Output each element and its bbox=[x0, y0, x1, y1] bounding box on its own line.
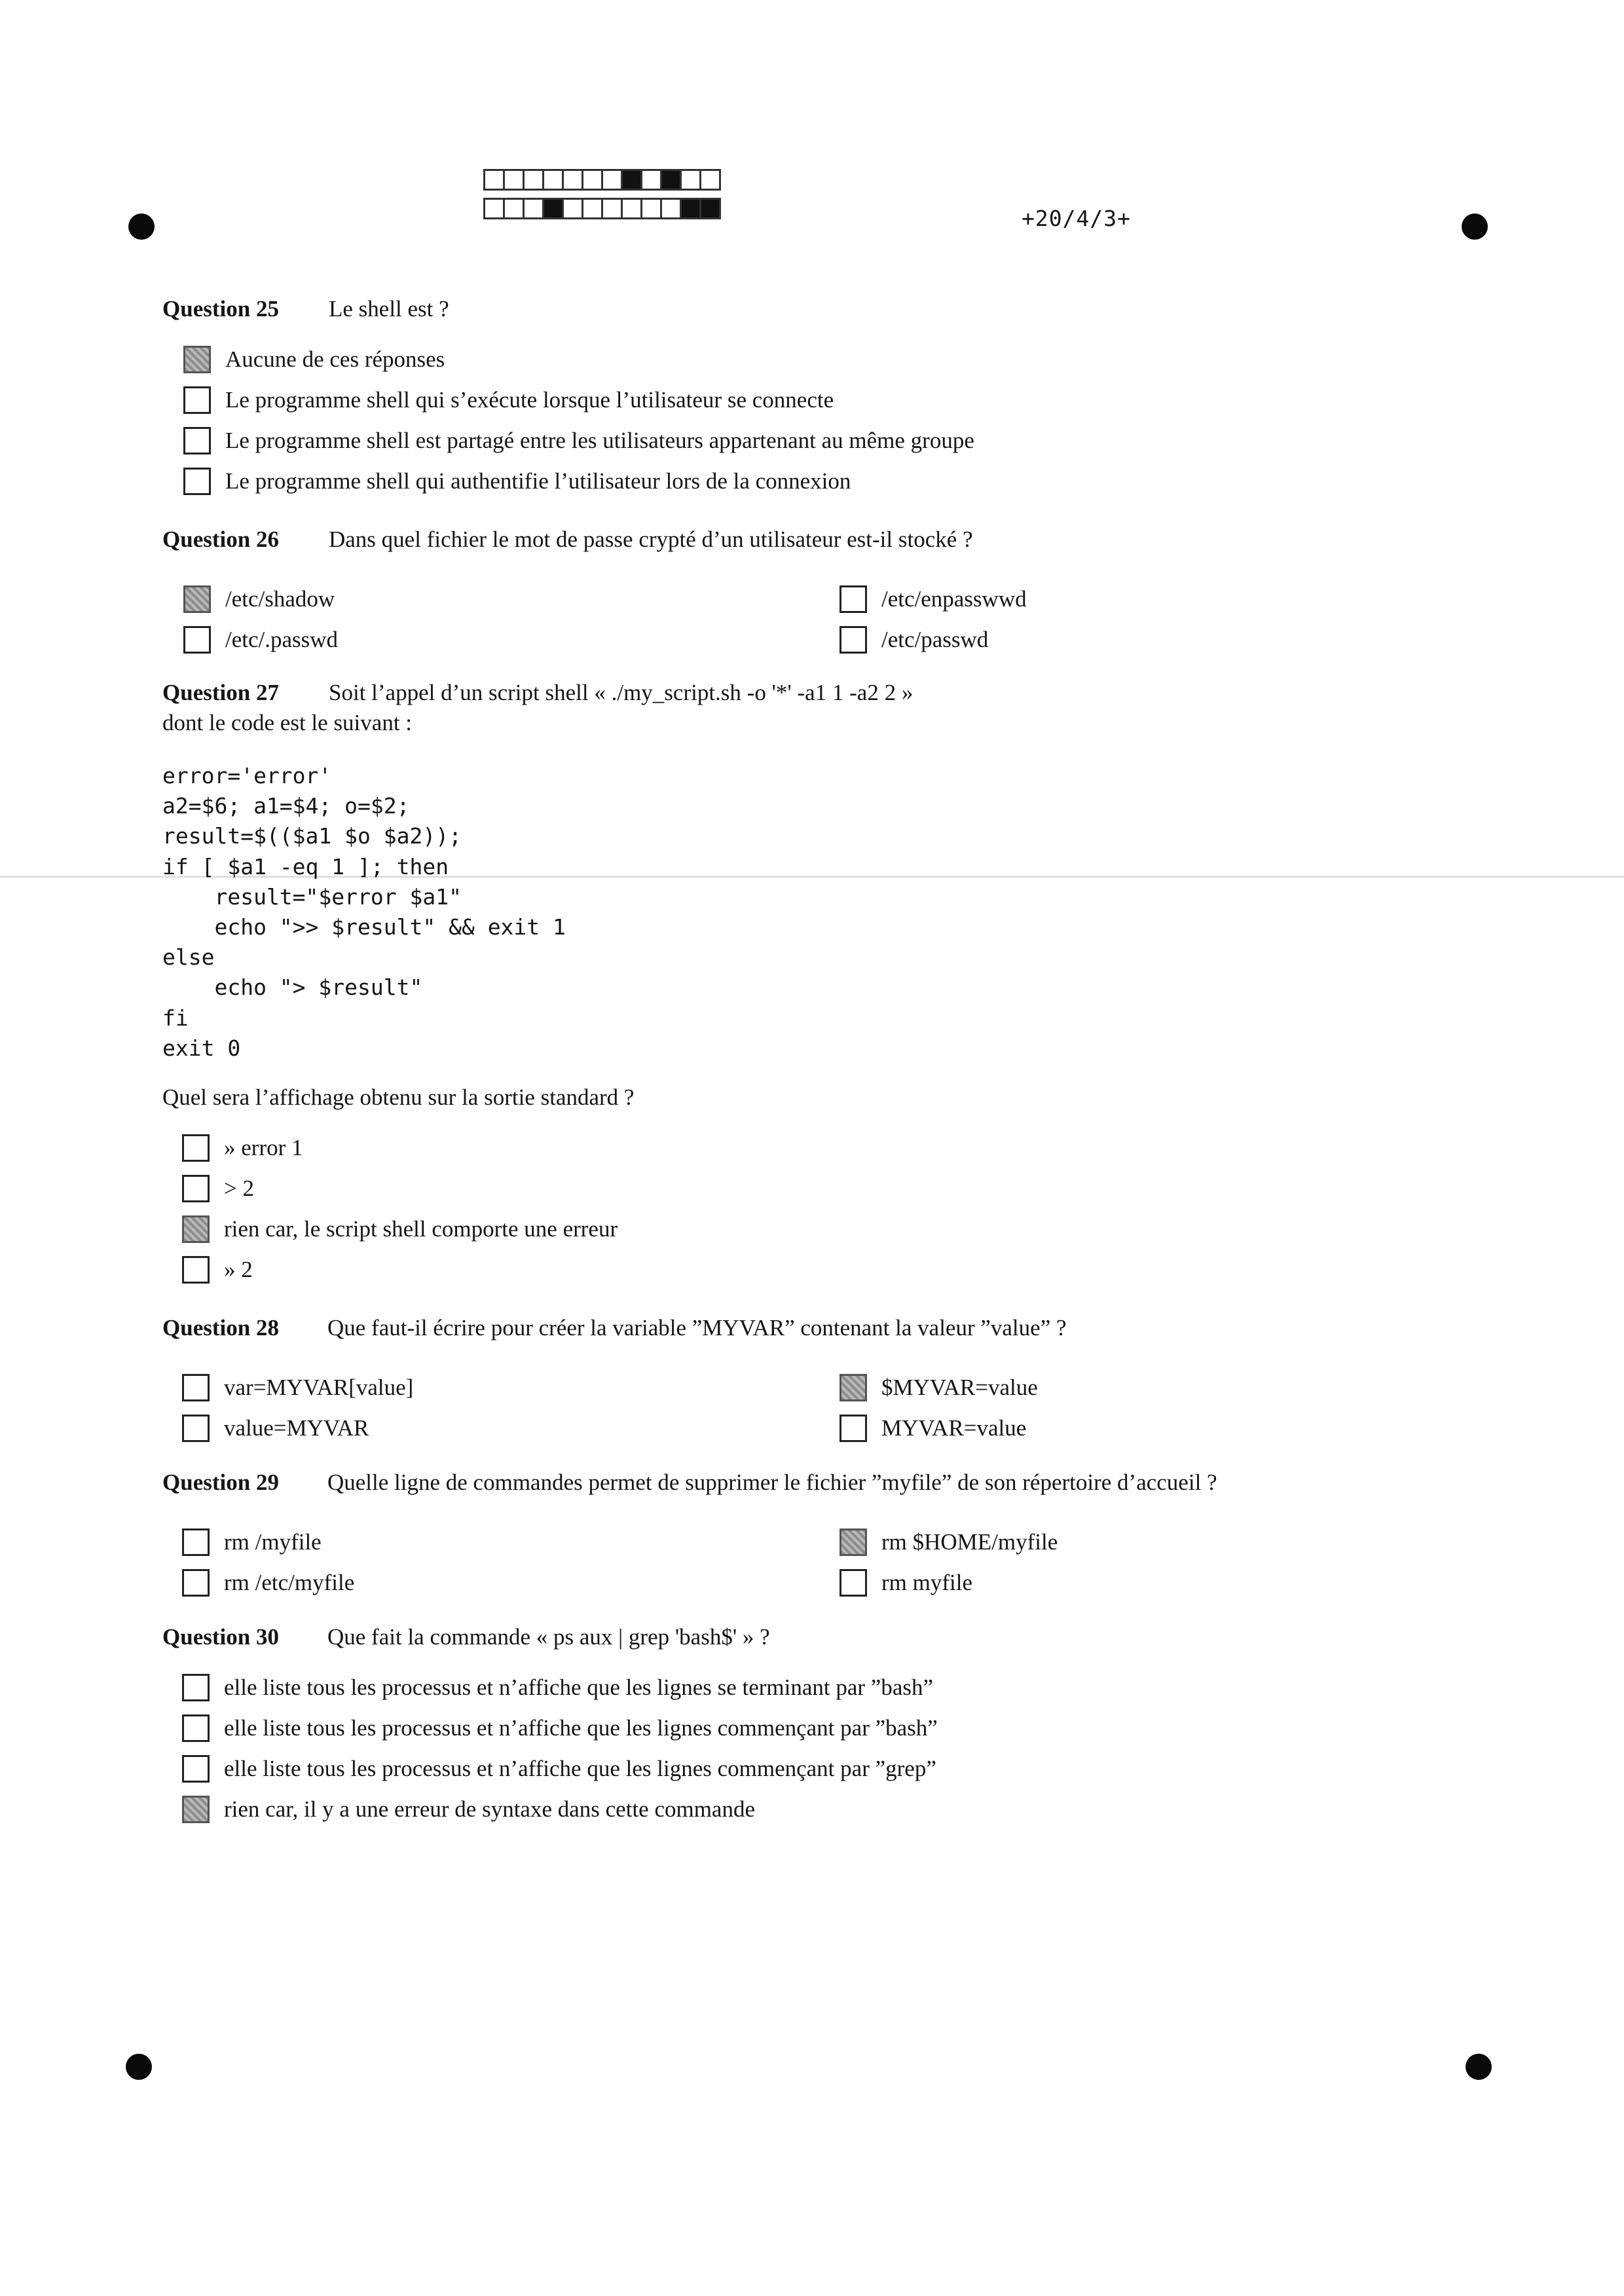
answer-option[interactable] bbox=[182, 1714, 938, 1742]
checkbox[interactable] bbox=[840, 1528, 867, 1556]
checkbox[interactable] bbox=[840, 1374, 867, 1401]
question-text-continued: dont le code est le suivant : bbox=[162, 710, 413, 735]
registration-mark-bottom-left bbox=[126, 2054, 152, 2080]
question-label: Question 26 bbox=[162, 527, 279, 552]
answer-text: Aucune de ces réponses bbox=[225, 346, 445, 372]
answer-option[interactable] bbox=[183, 346, 445, 373]
barcode-cell bbox=[562, 169, 583, 191]
barcode-cell bbox=[581, 198, 603, 219]
answer-option[interactable] bbox=[840, 585, 1027, 613]
question-26 bbox=[162, 527, 973, 553]
answer-option[interactable] bbox=[183, 585, 335, 613]
checkbox[interactable] bbox=[183, 585, 211, 613]
answer-option[interactable] bbox=[182, 1569, 354, 1597]
question-25 bbox=[162, 296, 449, 322]
checkbox[interactable] bbox=[183, 626, 211, 654]
answer-option[interactable] bbox=[840, 626, 988, 654]
barcode-cell bbox=[523, 169, 544, 191]
question-label: Question 27 bbox=[162, 680, 279, 705]
answer-text: /etc/.passwd bbox=[225, 627, 339, 652]
answer-text: Le programme shell est partagé entre les utilisateurs appartenant au même groupe bbox=[225, 428, 974, 453]
answer-option[interactable] bbox=[183, 427, 974, 454]
answer-text: > 2 bbox=[224, 1176, 254, 1201]
barcode-cell bbox=[699, 169, 721, 191]
checkbox[interactable] bbox=[840, 626, 867, 654]
answer-option[interactable] bbox=[840, 1415, 1026, 1442]
answer-text: $MYVAR=value bbox=[881, 1375, 1038, 1400]
question-label: Question 28 bbox=[162, 1315, 279, 1341]
checkbox[interactable] bbox=[182, 1256, 210, 1284]
checkbox[interactable] bbox=[840, 1415, 867, 1442]
question-text: Quelle ligne de commandes permet de supprimer le fichier ”myfile” de son répertoire d’accueil ? bbox=[327, 1470, 1217, 1495]
barcode-row-1 bbox=[483, 169, 719, 191]
barcode-cell bbox=[601, 169, 623, 191]
barcode-cell bbox=[523, 198, 544, 219]
barcode-cell bbox=[483, 169, 505, 191]
barcode-cell bbox=[601, 198, 623, 219]
answer-text: Le programme shell qui s’exécute lorsque l’utilisateur se connecte bbox=[225, 387, 834, 413]
answer-option[interactable] bbox=[182, 1256, 253, 1284]
answer-text: rm myfile bbox=[881, 1570, 972, 1595]
answer-text: rien car, il y a une erreur de syntaxe dans cette commande bbox=[224, 1796, 755, 1822]
barcode-cell bbox=[660, 198, 682, 219]
question-text: Que faut-il écrire pour créer la variable ”MYVAR” contenant la valeur ”value” ? bbox=[327, 1315, 1067, 1341]
answer-text: /etc/passwd bbox=[881, 627, 989, 652]
question-label: Question 30 bbox=[162, 1624, 279, 1650]
answer-option[interactable] bbox=[182, 1674, 933, 1701]
answer-text: value=MYVAR bbox=[224, 1415, 369, 1441]
answer-option[interactable] bbox=[183, 626, 338, 654]
answer-option[interactable] bbox=[840, 1569, 972, 1597]
answer-text: var=MYVAR[value] bbox=[224, 1375, 414, 1400]
answer-text: /etc/shadow bbox=[225, 586, 335, 612]
answer-text: rm /etc/myfile bbox=[224, 1570, 355, 1595]
checkbox[interactable] bbox=[182, 1569, 210, 1597]
question-28 bbox=[162, 1315, 1067, 1341]
question-text: Que fait la commande « ps aux | grep 'bash$' » ? bbox=[327, 1624, 770, 1650]
checkbox[interactable] bbox=[182, 1215, 210, 1243]
barcode-cell bbox=[699, 198, 721, 219]
answer-option[interactable] bbox=[182, 1374, 413, 1401]
page-reference: +20/4/3+ bbox=[1022, 206, 1131, 231]
checkbox[interactable] bbox=[182, 1415, 210, 1442]
checkbox[interactable] bbox=[182, 1528, 210, 1556]
barcode-cell bbox=[660, 169, 682, 191]
barcode-cell bbox=[680, 169, 701, 191]
checkbox[interactable] bbox=[182, 1714, 210, 1742]
barcode-cell bbox=[680, 198, 701, 219]
barcode-cell bbox=[581, 169, 603, 191]
barcode-cell bbox=[503, 198, 525, 219]
checkbox[interactable] bbox=[183, 346, 211, 373]
answer-option[interactable] bbox=[182, 1134, 303, 1162]
answer-option[interactable] bbox=[182, 1175, 254, 1202]
question-label: Question 29 bbox=[162, 1470, 279, 1495]
checkbox[interactable] bbox=[183, 427, 211, 454]
answer-text: rm /myfile bbox=[224, 1529, 322, 1555]
checkbox[interactable] bbox=[840, 1569, 867, 1597]
answer-option[interactable] bbox=[182, 1215, 618, 1243]
question-text: Soit l’appel d’un script shell « ./my_script.sh -o '*' -a1 1 -a2 2 » bbox=[329, 680, 913, 705]
question-label: Question 25 bbox=[162, 296, 279, 322]
checkbox[interactable] bbox=[182, 1175, 210, 1202]
checkbox[interactable] bbox=[182, 1134, 210, 1162]
barcode-cell bbox=[542, 198, 564, 219]
answer-option[interactable] bbox=[840, 1528, 1058, 1556]
checkbox[interactable] bbox=[182, 1674, 210, 1701]
answer-text: elle liste tous les processus et n’affiche que les lignes commençant par ”grep” bbox=[224, 1756, 936, 1781]
checkbox[interactable] bbox=[840, 585, 867, 613]
checkbox[interactable] bbox=[182, 1755, 210, 1783]
barcode-cell bbox=[621, 169, 642, 191]
barcode-cell bbox=[621, 198, 642, 219]
question-30 bbox=[162, 1624, 770, 1650]
answer-text: MYVAR=value bbox=[881, 1415, 1027, 1441]
checkbox[interactable] bbox=[182, 1796, 210, 1823]
answer-text: rien car, le script shell comporte une erreur bbox=[224, 1216, 618, 1242]
barcode-cell bbox=[640, 169, 662, 191]
checkbox[interactable] bbox=[182, 1374, 210, 1401]
checkbox[interactable] bbox=[183, 468, 211, 495]
question-text: Le shell est ? bbox=[329, 296, 449, 322]
barcode-cell bbox=[542, 169, 564, 191]
question-29 bbox=[162, 1470, 1217, 1496]
answer-text: /etc/enpasswwd bbox=[881, 586, 1027, 612]
answer-text: Le programme shell qui authentifie l’utilisateur lors de la connexion bbox=[225, 468, 851, 494]
answer-text: » error 1 bbox=[224, 1135, 303, 1160]
registration-mark-bottom-right bbox=[1466, 2054, 1492, 2080]
barcode-row-2 bbox=[483, 198, 719, 219]
answer-option[interactable] bbox=[182, 1796, 755, 1823]
question-prompt: Quel sera l’affichage obtenu sur la sortie standard ? bbox=[162, 1084, 635, 1110]
barcode-cell bbox=[640, 198, 662, 219]
code-listing: error='error' a2=$6; a1=$4; o=$2; result=$(($a1 $o $a2)); if [ $a1 -eq 1 ]; then result="$error $a1" echo ">> $result" && exit 1 else echo "> $result" fi exit 0 bbox=[162, 763, 566, 1061]
answer-text: rm $HOME/myfile bbox=[881, 1529, 1058, 1555]
answer-option[interactable] bbox=[182, 1415, 369, 1442]
barcode-cell bbox=[562, 198, 583, 219]
answer-text: elle liste tous les processus et n’affiche que les lignes commençant par ”bash” bbox=[224, 1715, 938, 1741]
answer-option[interactable] bbox=[840, 1374, 1038, 1401]
answer-option[interactable] bbox=[183, 468, 851, 495]
answer-text: elle liste tous les processus et n’affiche que les lignes se terminant par ”bash” bbox=[224, 1675, 934, 1700]
registration-mark-top-right bbox=[1462, 213, 1488, 240]
answer-option[interactable] bbox=[182, 1755, 936, 1783]
registration-mark-top-left bbox=[128, 213, 155, 240]
answer-option[interactable] bbox=[182, 1528, 322, 1556]
barcode-cell bbox=[503, 169, 525, 191]
barcode-cell bbox=[483, 198, 505, 219]
question-27 bbox=[162, 680, 913, 706]
answer-text: » 2 bbox=[224, 1257, 253, 1282]
checkbox[interactable] bbox=[183, 386, 211, 414]
question-text: Dans quel fichier le mot de passe crypté d’un utilisateur est-il stocké ? bbox=[329, 527, 973, 552]
answer-option[interactable] bbox=[183, 386, 834, 414]
